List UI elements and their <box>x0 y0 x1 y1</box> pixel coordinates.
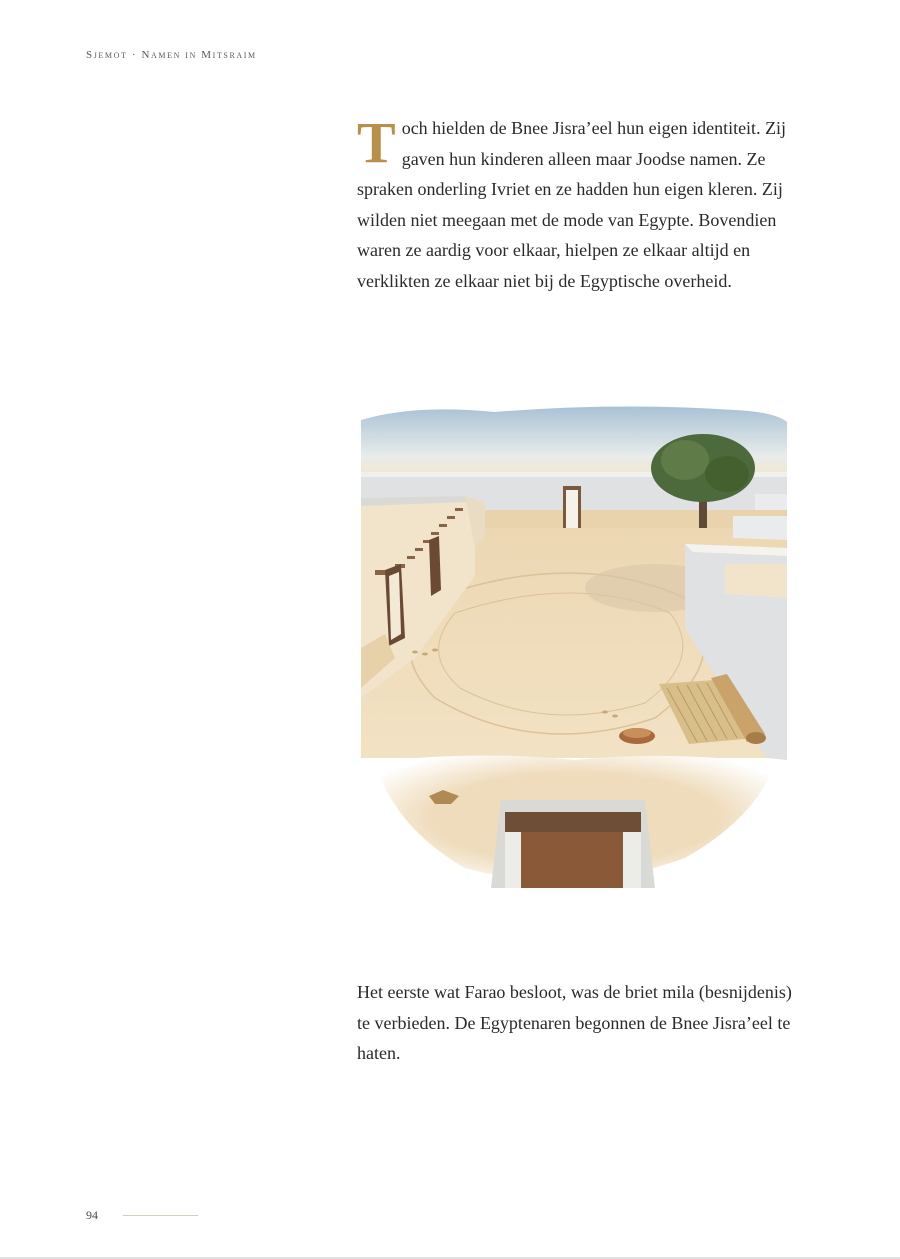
page-number: 94 <box>86 1208 98 1222</box>
drop-cap: T <box>357 110 396 175</box>
running-header: Sjemot · Namen in Mitsraim <box>86 49 257 61</box>
paragraph-identity <box>357 110 797 296</box>
courtyard-illustration <box>355 398 795 898</box>
paragraph-pharaoh: Het eerste wat Farao besloot, was de briet mila (besnijdenis) te verbieden. De Egyptenaren begonnen de Bnee Jisra’eel te haten. <box>357 982 792 1063</box>
paragraph-identity-text: och hielden de Bnee Jisra’eel hun eigen identiteit. Zij gaven hun kinderen alleen maar Joodse namen. Ze spraken onderling Ivriet en ze hadden hun eigen kleren. Zij wilden niet meegaan met de mode van Egypte. Bovendien waren ze aardig voor elkaar, hielpen ze elkaar altijd en verklikten ze elkaar niet bij de Egyptische overheid. <box>357 118 787 291</box>
folio-rule <box>123 1215 198 1216</box>
